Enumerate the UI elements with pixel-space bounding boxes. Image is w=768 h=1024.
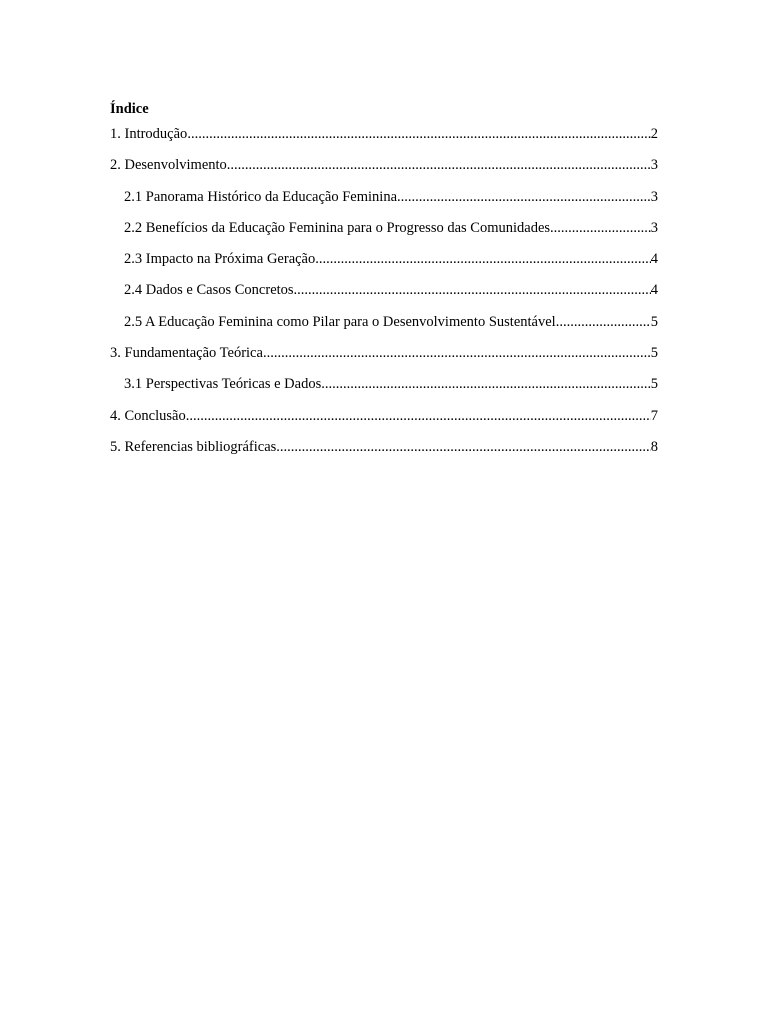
toc-entry-label: 5. Referencias bibliográficas — [110, 438, 277, 455]
toc-dot-leader — [227, 155, 651, 175]
toc-dot-leader — [276, 437, 650, 457]
toc-title: Índice — [110, 101, 149, 117]
toc-entry-label: 1. Introdução — [110, 126, 188, 142]
toc-dot-leader — [397, 187, 651, 207]
toc-entry-page-number: 5 — [650, 313, 658, 330]
toc-entry-page-number: 3 — [650, 219, 658, 236]
toc-entry-page-number: 3 — [650, 188, 658, 205]
toc-dot-leader — [186, 406, 651, 426]
toc-entry-label: 2. Desenvolvimento — [110, 157, 227, 174]
toc-dot-leader — [556, 312, 651, 332]
toc-entry-fundamentacao-teorica[interactable] — [110, 343, 658, 374]
toc-dot-leader — [315, 249, 651, 269]
toc-entry-page-number: 7 — [650, 407, 658, 424]
toc-entry-panorama-historico[interactable] — [110, 187, 658, 218]
toc-entry-label: 2.3 Impacto na Próxima Geração — [124, 251, 316, 268]
toc-entry-label: 3. Fundamentação Teórica — [110, 345, 263, 362]
toc-entry-label: 2.1 Panorama Histórico da Educação Feminina — [124, 188, 398, 205]
toc-dot-leader — [294, 280, 651, 300]
toc-entry-page-number: 5 — [650, 376, 658, 393]
toc-entry-desenvolvimento[interactable] — [110, 155, 658, 186]
toc-dot-leader — [187, 124, 650, 144]
toc-dot-leader — [263, 343, 651, 363]
toc-entry-perspectivas-teoricas[interactable] — [110, 374, 658, 405]
toc-entry-page-number: 3 — [650, 157, 658, 174]
toc-entry-dados-casos[interactable] — [110, 280, 658, 311]
toc-entry-introducao[interactable] — [110, 124, 658, 155]
toc-entry-label: 4. Conclusão — [110, 407, 186, 424]
toc-entry-referencias[interactable] — [110, 437, 658, 468]
toc-entry-pilar-desenvolvimento[interactable] — [110, 312, 658, 343]
toc-entry-page-number: 8 — [650, 438, 658, 455]
toc-entry-conclusao[interactable] — [110, 406, 658, 437]
toc-entry-label: 2.4 Dados e Casos Concretos — [124, 282, 294, 299]
toc-entry-page-number: 4 — [650, 251, 658, 268]
toc-entry-page-number: 2 — [650, 126, 658, 142]
toc-entry-label: 2.2 Benefícios da Educação Feminina para o Progresso das Comunidades — [124, 219, 551, 236]
toc-entry-impacto-proxima-geracao[interactable] — [110, 249, 658, 280]
toc-list — [110, 124, 658, 468]
toc-entry-label: 3.1 Perspectivas Teóricas e Dados — [124, 376, 322, 393]
toc-entry-beneficios[interactable] — [110, 218, 658, 249]
toc-dot-leader — [321, 374, 651, 394]
toc-entry-page-number: 4 — [650, 282, 658, 299]
table-of-contents — [110, 99, 658, 468]
toc-entry-page-number: 5 — [650, 345, 658, 362]
toc-entry-label: 2.5 A Educação Feminina como Pilar para o Desenvolvimento Sustentável — [124, 313, 556, 330]
toc-dot-leader — [550, 218, 651, 238]
